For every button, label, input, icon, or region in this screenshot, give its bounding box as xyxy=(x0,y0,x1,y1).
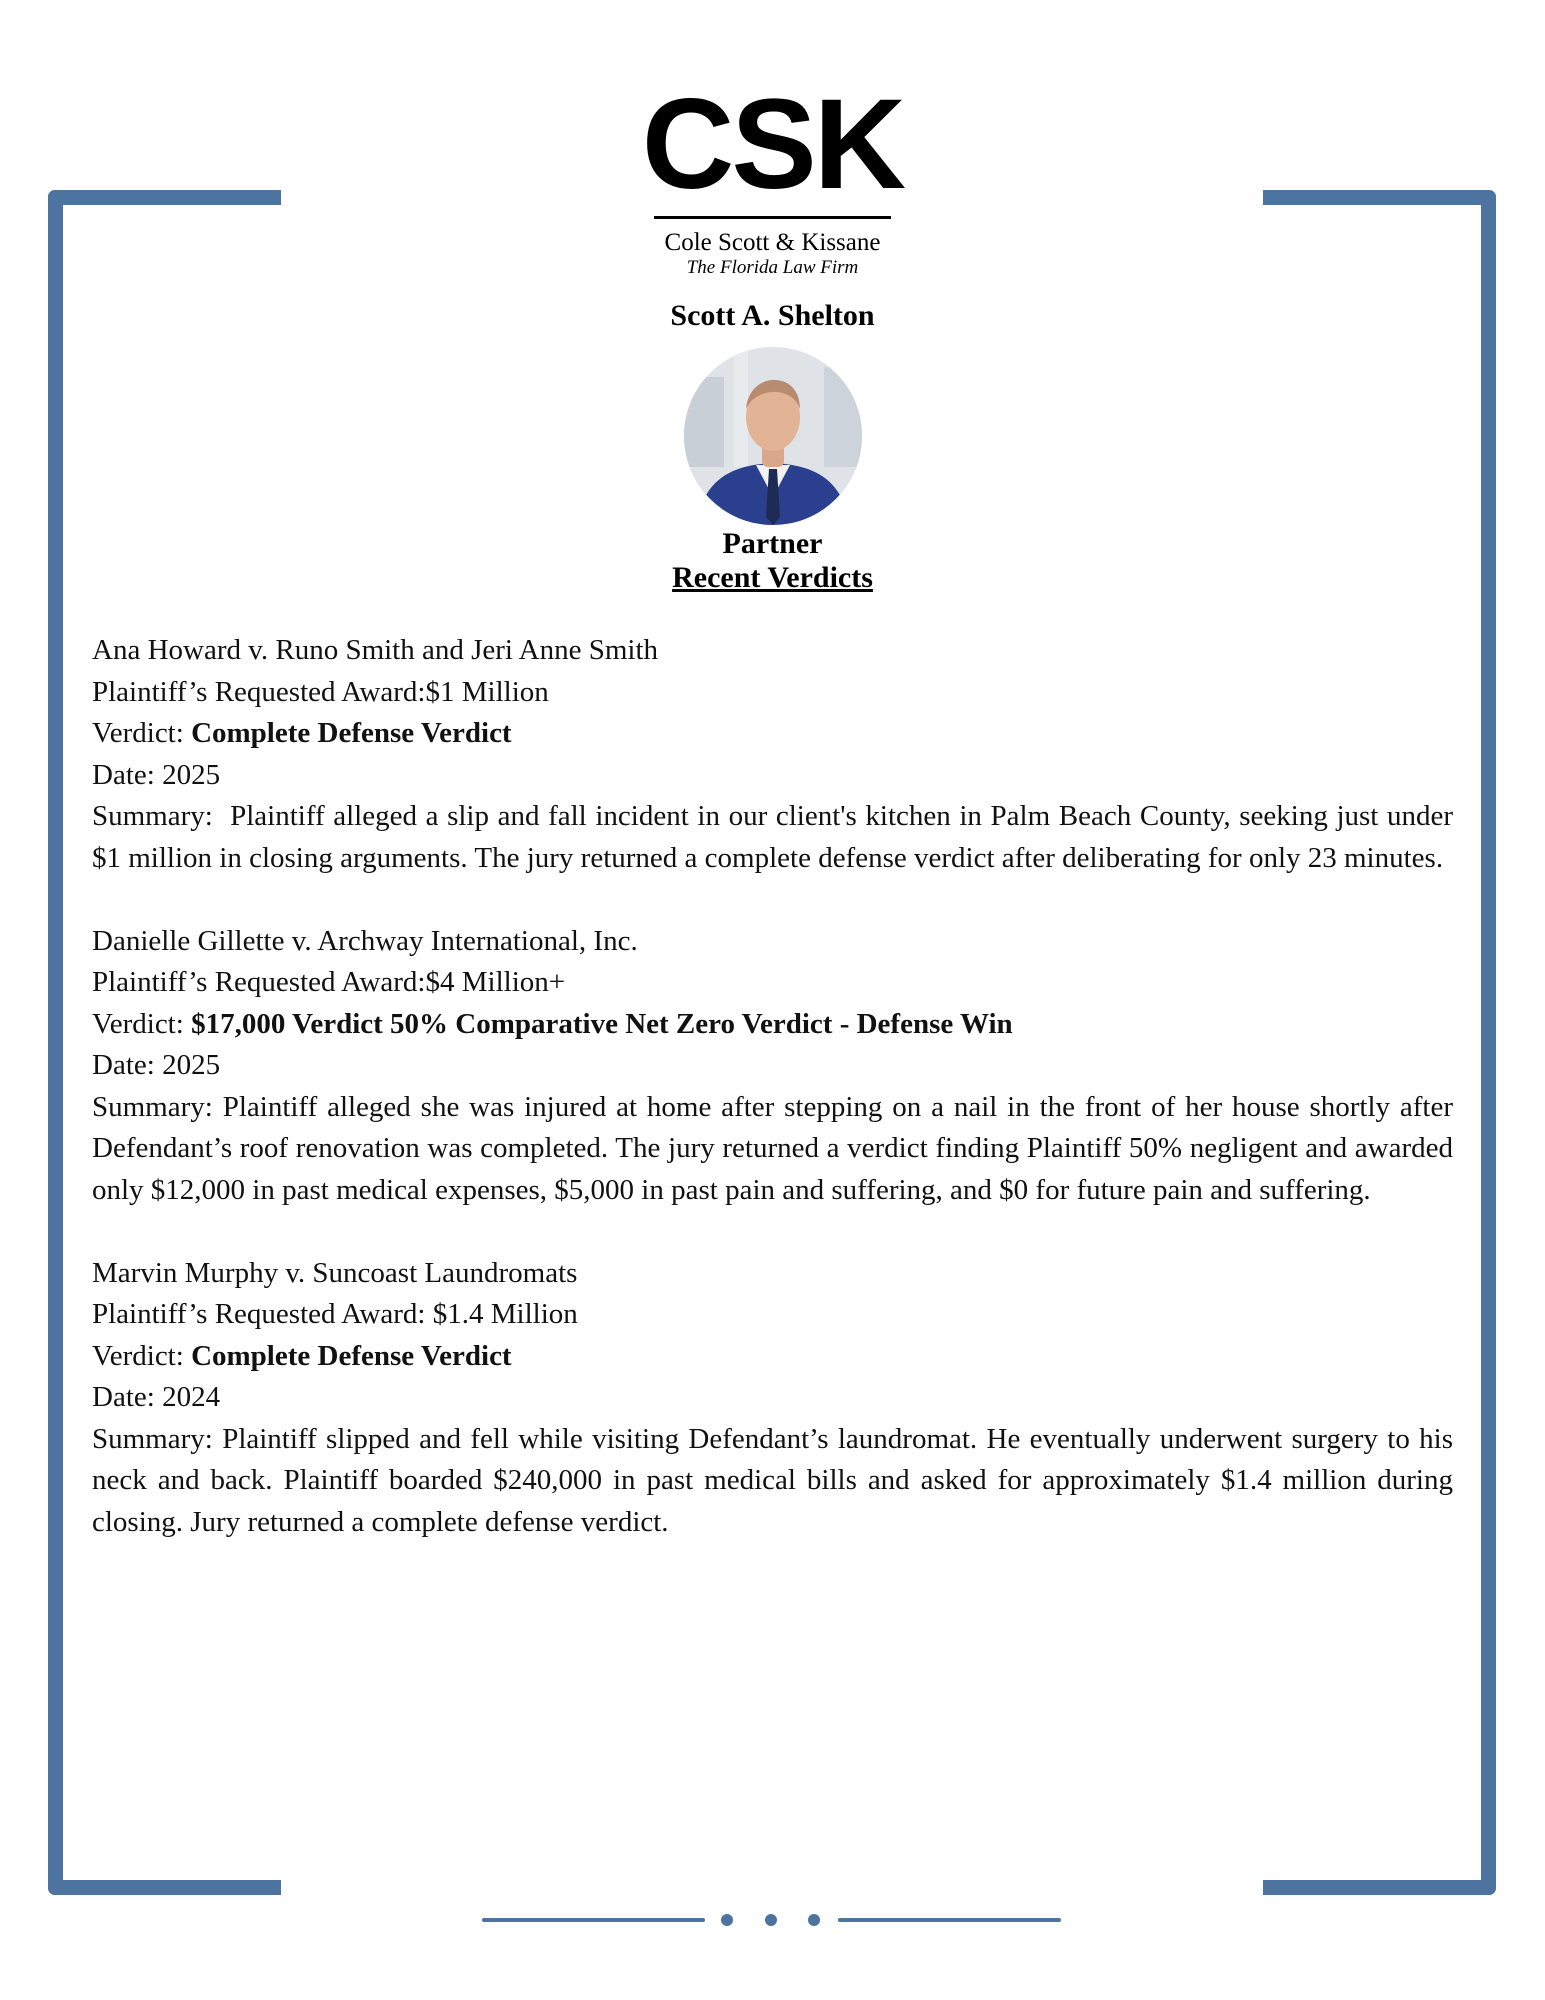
firm-logo: CSK xyxy=(641,73,904,216)
footer-line-left xyxy=(482,1918,705,1922)
case-date xyxy=(92,755,1453,797)
case-title: Marvin Murphy v. Suncoast Laundromats xyxy=(92,1256,578,1289)
summary-label: Summary: xyxy=(92,800,213,832)
verdict-case xyxy=(92,921,1453,1212)
verdict-label: Verdict: xyxy=(92,717,184,749)
attorney-name: Scott A. Shelton xyxy=(670,299,875,332)
firm-tagline: The Florida Law Firm xyxy=(686,257,859,278)
verdict-label: Verdict: xyxy=(92,1007,184,1040)
case-summary xyxy=(92,1087,1453,1212)
verdict-list xyxy=(92,630,1453,1585)
summary-label: Summary: xyxy=(92,1422,213,1455)
case-date xyxy=(92,1377,1453,1419)
verdict-case xyxy=(92,630,1453,879)
case-verdict xyxy=(92,1004,1453,1046)
firm-name: Cole Scott & Kissane xyxy=(664,229,881,256)
attorney-photo xyxy=(684,347,862,525)
case-title: Danielle Gillette v. Archway International, Inc. xyxy=(92,924,638,957)
award-value: $1.4 Million xyxy=(432,1298,578,1330)
verdict-value: Complete Defense Verdict xyxy=(191,717,512,749)
verdict-value: Complete Defense Verdict xyxy=(191,1339,512,1372)
footer-dot xyxy=(808,1914,820,1926)
footer-dot xyxy=(765,1914,777,1926)
case-summary xyxy=(92,796,1453,879)
logo-divider xyxy=(654,216,891,219)
section-title: Recent Verdicts xyxy=(672,561,873,594)
date-label: Date: xyxy=(92,1381,155,1413)
attorney-role: Partner xyxy=(722,527,823,560)
portrait-illustration xyxy=(684,347,862,525)
case-verdict xyxy=(92,1336,1453,1378)
award-label: Plaintiff’s Requested Award: xyxy=(92,1298,426,1330)
case-award xyxy=(92,672,1453,714)
case-award xyxy=(92,1294,1453,1336)
summary-text: Plaintiff alleged a slip and fall incident in our client's kitchen in Palm Beach County, seeking just under $1 million in closing arguments. The jury returned a complete defense verdict after deliberating for only 23 minutes. xyxy=(92,800,1454,874)
verdict-case xyxy=(92,1253,1453,1544)
case-verdict xyxy=(92,713,1453,755)
case-summary xyxy=(92,1419,1453,1544)
summary-label: Summary: xyxy=(92,1090,213,1123)
footer-line-right xyxy=(838,1918,1061,1922)
case-award xyxy=(92,962,1453,1004)
page-header xyxy=(0,73,1545,595)
award-label: Plaintiff’s Requested Award: xyxy=(92,675,426,708)
case-date xyxy=(92,1045,1453,1087)
award-value: $4 Million+ xyxy=(425,966,566,998)
date-value: 2025 xyxy=(162,758,221,791)
award-value: $1 Million xyxy=(425,675,549,708)
summary-text: Plaintiff slipped and fell while visiting Defendant’s laundromat. He eventually underwent surgery to his neck and back. Plaintiff boarded $240,000 in past medical bills and asked for approximately $1.4 million during closing. Jury returned a complete defense verdict. xyxy=(92,1422,1454,1538)
case-title: Ana Howard v. Runo Smith and Jeri Anne Smith xyxy=(92,634,658,666)
footer-dot xyxy=(721,1914,733,1926)
summary-text: Plaintiff alleged she was injured at home after stepping on a nail in the front of her house shortly after Defendant’s roof renovation was completed. The jury returned a verdict finding Plaintiff 50% negligent and awarded only $12,000 in past medical expenses, $5,000 in past pain and suffering, and $0 for future pain and suffering. xyxy=(92,1090,1454,1206)
footer-ornament xyxy=(0,1910,1545,1930)
date-label: Date: xyxy=(92,758,155,791)
date-value: 2024 xyxy=(162,1381,221,1413)
verdict-value: $17,000 Verdict 50% Comparative Net Zero Verdict - Defense Win xyxy=(191,1007,1013,1040)
award-label: Plaintiff’s Requested Award: xyxy=(92,966,426,998)
date-label: Date: xyxy=(92,1049,155,1081)
date-value: 2025 xyxy=(162,1049,221,1081)
verdict-label: Verdict: xyxy=(92,1339,184,1372)
